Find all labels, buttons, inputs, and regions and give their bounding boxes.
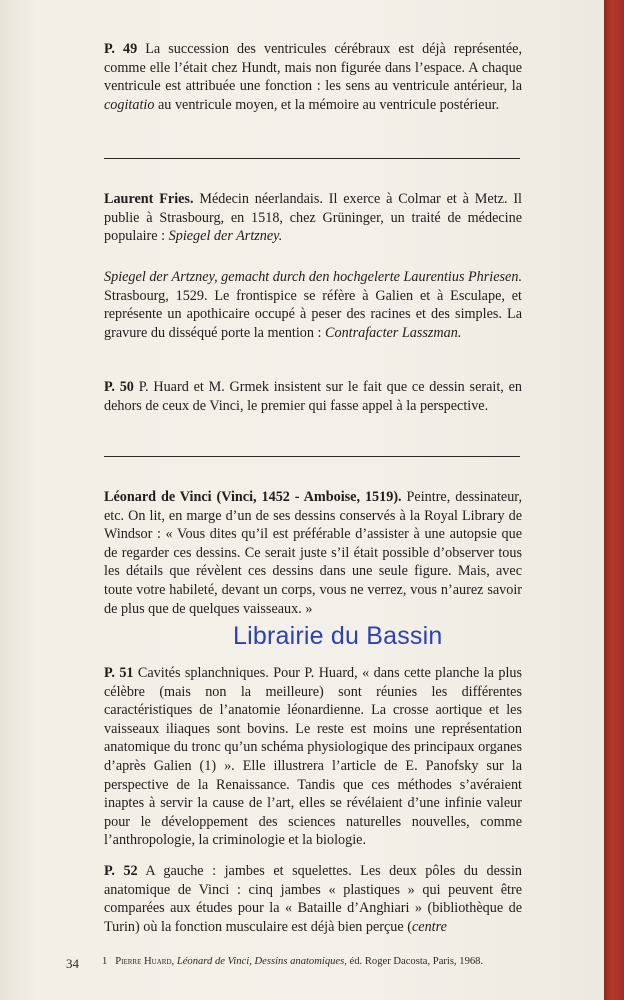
entry-text: Peintre, dessinateur, etc. On lit, en marge d’un de ses dessins conservés à la Royal Library de Windsor : « Vous dites qu’il est préférable d’assister à une autopsie que de regarder ces dessins. Ce serait juste s’il était possible d’observer tous les détails que révèlent ces dessins dans une seule figure. Mais, avec toute votre habileté, devant un corps, vous ne verrez, vous n’aurez savoir de plus que de quelques vaisseaux. »	[104, 489, 522, 617]
entry-laurent-fries	[104, 190, 522, 246]
section-divider	[104, 158, 520, 159]
entry-p52	[104, 862, 522, 936]
footnote-number: 1	[102, 956, 108, 967]
entry-italic: Spiegel der Artzney.	[168, 228, 283, 245]
entry-label: P. 51	[104, 665, 134, 681]
entry-italic: cogitatio	[104, 96, 155, 113]
entry-label: P. 52	[104, 863, 138, 879]
entry-text: au ventricule moyen, et la mémoire au ventricule postérieur.	[158, 96, 500, 113]
entry-italic: Contrafacter Lasszman.	[325, 324, 462, 341]
footnote-author: Pierre Huard,	[115, 956, 175, 967]
entry-text: Strasbourg, 1529. Le frontispice se réfère à Galien et à Esculape, et représente un apothicaire occupé à peser des racines et des simples. La gravure du disséqué porte la mention :	[104, 287, 522, 341]
entry-p49	[104, 40, 522, 114]
entry-p50	[104, 378, 522, 415]
entry-text: Médecin néerlandais. Il exerce à Colmar et à Metz. Il publie à Strasbourg, en 1518, chez Grüninger, un traité de médecine populaire :	[104, 191, 522, 245]
entry-text: La succession des ventricules cérébraux est déjà représentée, comme elle l’était chez Hundt, mais non figurée dans l’espace. A chaque ventricule est attribuée une fonction : les sens au ventricule antérieur, la	[104, 41, 522, 95]
entry-label: P. 50	[104, 379, 134, 395]
entry-leonard-de-vinci	[104, 488, 522, 618]
entry-text: Cavités splanchniques. Pour P. Huard, « dans cette planche la plus célèbre (mais non la meilleure) sont réunies les différentes caractéristiques de l’anatomie léonardienne. La crosse aortique et les vaisseaux iliaques sont bovins. Le reste est moins une représentation anatomique du tronc qu’un schéma physiologique des principaux organes d’après Galien (1) ». Elle illustrera l’article de E. Panofsky sur la perspective de la Renaissance. Tandis que ces méthodes s’avéraient inaptes à servir la cause de l’art, elles se révélaient d’une infinie valeur pour le développement des sciences naturelles nouvelles, comme l’anthropologie, la criminologie et la biologie.	[104, 665, 522, 849]
entry-text: P. Huard et M. Grmek insistent sur le fait que ce dessin serait, en dehors de ceux de Vinci, le premier qui fasse appel à la perspective.	[104, 379, 522, 414]
footnote-title: Léonard de Vinci, Dessins anatomiques,	[176, 956, 347, 967]
book-spine-edge	[604, 0, 624, 1000]
footnote	[102, 956, 483, 967]
entry-text: A gauche : jambes et squelettes. Les deux pôles du dessin anatomique de Vinci : cinq jambes « plastiques » qui peuvent être comparées aux études pour la « Bataille d’Anghiari » (bibliothèque de Turin) où la fonction musculaire est déjà bien perçue (	[104, 863, 522, 935]
entry-heading: Laurent Fries.	[104, 191, 194, 207]
watermark-text: Librairie du Bassin	[233, 622, 443, 650]
entry-spiegel	[104, 268, 522, 342]
entry-p51	[104, 664, 522, 850]
entry-italic: centre	[411, 918, 447, 935]
section-divider	[104, 456, 520, 457]
entry-label: P. 49	[104, 41, 138, 57]
page-number: 34	[66, 956, 79, 971]
entry-italic: Spiegel der Artzney, gemacht durch den hochgelerte Laurentius Phriesen.	[104, 269, 522, 285]
entry-heading: Léonard de Vinci (Vinci, 1452 - Amboise, 1519).	[104, 489, 402, 505]
footnote-rest: éd. Roger Dacosta, Paris, 1968.	[349, 956, 484, 967]
